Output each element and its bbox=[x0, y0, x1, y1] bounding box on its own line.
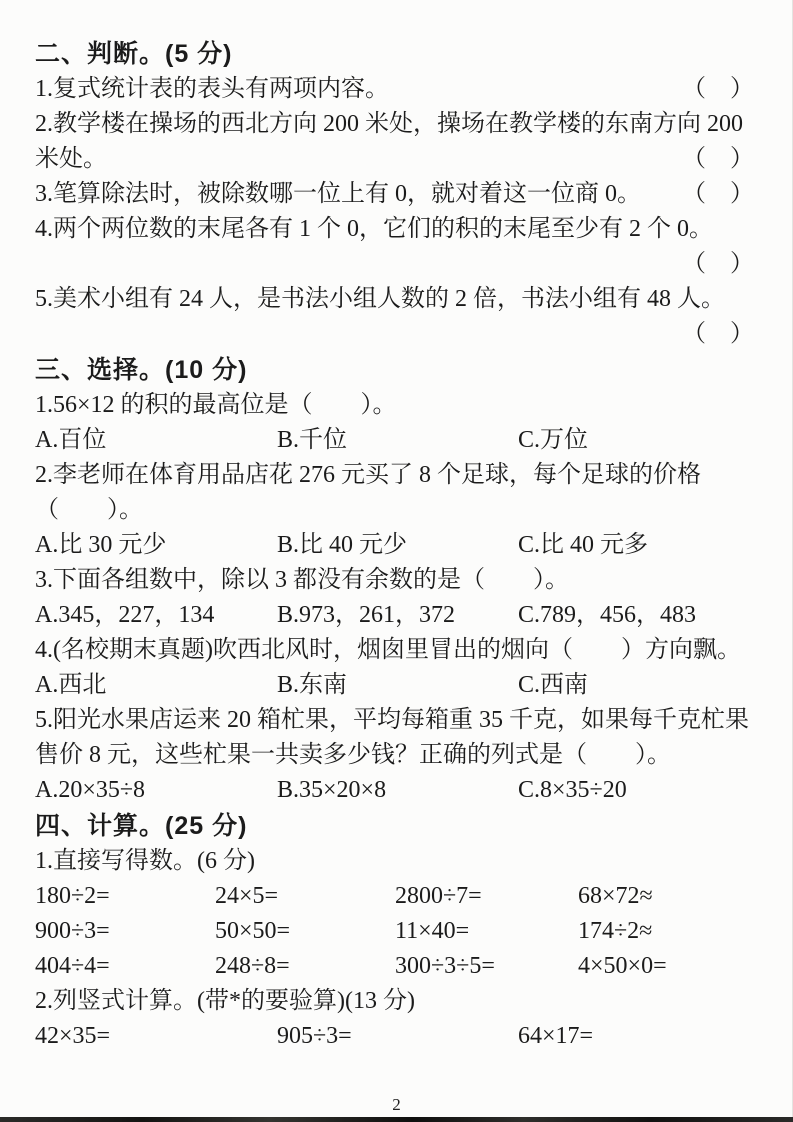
choice-q1-option-b: B.千位 bbox=[277, 427, 348, 453]
judge-q1-answer-slot: （ ） bbox=[682, 76, 754, 102]
choice-q2-line2: （ ）。 bbox=[35, 497, 143, 523]
mental-problem: 404÷4= bbox=[35, 953, 110, 979]
judge-q1-text: 1.复式统计表的表头有两项内容。 bbox=[35, 76, 389, 102]
calc-mental-row-1 bbox=[35, 879, 754, 914]
calc-section-heading: 四、计算。(25 分) bbox=[35, 812, 248, 840]
choice-q1-option-c: C.万位 bbox=[518, 427, 589, 453]
calc-sub2-title: 2.列竖式计算。(带*的要验算)(13 分) bbox=[35, 988, 415, 1014]
choice-q5-option-b: B.35×20×8 bbox=[277, 777, 387, 803]
page-number: 2 bbox=[392, 1095, 401, 1114]
mental-problem: 4×50×0= bbox=[578, 953, 667, 979]
judge-q4-line1: 4.两个两位数的末尾各有 1 个 0，它们的积的末尾至少有 2 个 0。 bbox=[35, 216, 713, 242]
mental-problem: 248÷8= bbox=[215, 953, 290, 979]
mental-problem: 900÷3= bbox=[35, 918, 110, 944]
choice-q3-option-c: C.789，456，483 bbox=[518, 602, 697, 628]
choice-q4-option-b: B.东南 bbox=[277, 672, 348, 698]
calc-mental-row-3 bbox=[35, 949, 754, 984]
choice-q4: 4.(名校期末真题)吹西北风时，烟囱里冒出的烟向（ ）方向飘。 bbox=[35, 637, 741, 663]
calc-sub1-title: 1.直接写得数。(6 分) bbox=[35, 848, 255, 874]
choice-q3-option-a: A.345，227，134 bbox=[35, 602, 215, 628]
judge-q5-answer-slot: （ ） bbox=[682, 321, 754, 347]
choice-q1-option-a: A.百位 bbox=[35, 427, 107, 453]
judge-section-heading: 二、判断。(5 分) bbox=[35, 40, 233, 68]
choice-q2-option-a: A.比 30 元少 bbox=[35, 532, 167, 558]
vertical-problem: 905÷3= bbox=[277, 1023, 352, 1049]
calc-vertical-row bbox=[35, 1019, 754, 1054]
vertical-problem: 42×35= bbox=[35, 1023, 111, 1049]
choice-q1-options bbox=[35, 423, 754, 458]
judge-q4-answer-slot: （ ） bbox=[682, 251, 754, 277]
mental-problem: 68×72≈ bbox=[578, 883, 653, 909]
choice-q5-option-a: A.20×35÷8 bbox=[35, 777, 146, 803]
choice-q3-options bbox=[35, 598, 754, 633]
mental-problem: 174÷2≈ bbox=[578, 918, 653, 944]
choice-q3-option-b: B.973，261，372 bbox=[277, 602, 456, 628]
choice-q5-option-c: C.8×35÷20 bbox=[518, 777, 627, 803]
judge-q2-line2 bbox=[35, 142, 754, 177]
choice-q2-option-b: B.比 40 元少 bbox=[277, 532, 408, 558]
mental-problem: 2800÷7= bbox=[395, 883, 482, 909]
choice-q4-options bbox=[35, 668, 754, 703]
choice-q3: 3.下面各组数中，除以 3 都没有余数的是（ ）。 bbox=[35, 567, 569, 593]
choice-q4-option-c: C.西南 bbox=[518, 672, 589, 698]
judge-q1 bbox=[35, 72, 754, 107]
mental-problem: 50×50= bbox=[215, 918, 291, 944]
mental-problem: 300÷3÷5= bbox=[395, 953, 495, 979]
judge-q5-line1: 5.美术小组有 24 人，是书法小组人数的 2 倍，书法小组有 48 人。 bbox=[35, 286, 725, 312]
judge-q3-answer-slot: （ ） bbox=[682, 181, 754, 207]
judge-q2-answer-slot: （ ） bbox=[682, 146, 754, 172]
mental-problem: 180÷2= bbox=[35, 883, 110, 909]
judge-q2-text: 米处。 bbox=[35, 146, 107, 172]
choice-q5-options bbox=[35, 773, 754, 808]
choice-q2-line1: 2.李老师在体育用品店花 276 元买了 8 个足球，每个足球的价格 bbox=[35, 462, 701, 488]
judge-q3 bbox=[35, 177, 754, 212]
scan-edge-artifact bbox=[0, 1117, 793, 1122]
choice-q2-options bbox=[35, 528, 754, 563]
choice-q4-option-a: A.西北 bbox=[35, 672, 107, 698]
calc-mental-row-2 bbox=[35, 914, 754, 949]
choice-q1: 1.56×12 的积的最高位是（ ）。 bbox=[35, 392, 397, 418]
mental-problem: 11×40= bbox=[395, 918, 470, 944]
choice-q5-line1: 5.阳光水果店运来 20 箱杧果，平均每箱重 35 千克，如果每千克杧果 bbox=[35, 707, 749, 733]
choice-section-heading: 三、选择。(10 分) bbox=[35, 356, 248, 384]
vertical-problem: 64×17= bbox=[518, 1023, 594, 1049]
mental-problem: 24×5= bbox=[215, 883, 279, 909]
judge-q3-text: 3.笔算除法时，被除数哪一位上有 0，就对着这一位商 0。 bbox=[35, 181, 641, 207]
choice-q2-option-c: C.比 40 元多 bbox=[518, 532, 649, 558]
choice-q5-line2: 售价 8 元，这些杧果一共卖多少钱？正确的列式是（ ）。 bbox=[35, 742, 671, 768]
judge-q2-line1: 2.教学楼在操场的西北方向 200 米处，操场在教学楼的东南方向 200 bbox=[35, 111, 743, 137]
